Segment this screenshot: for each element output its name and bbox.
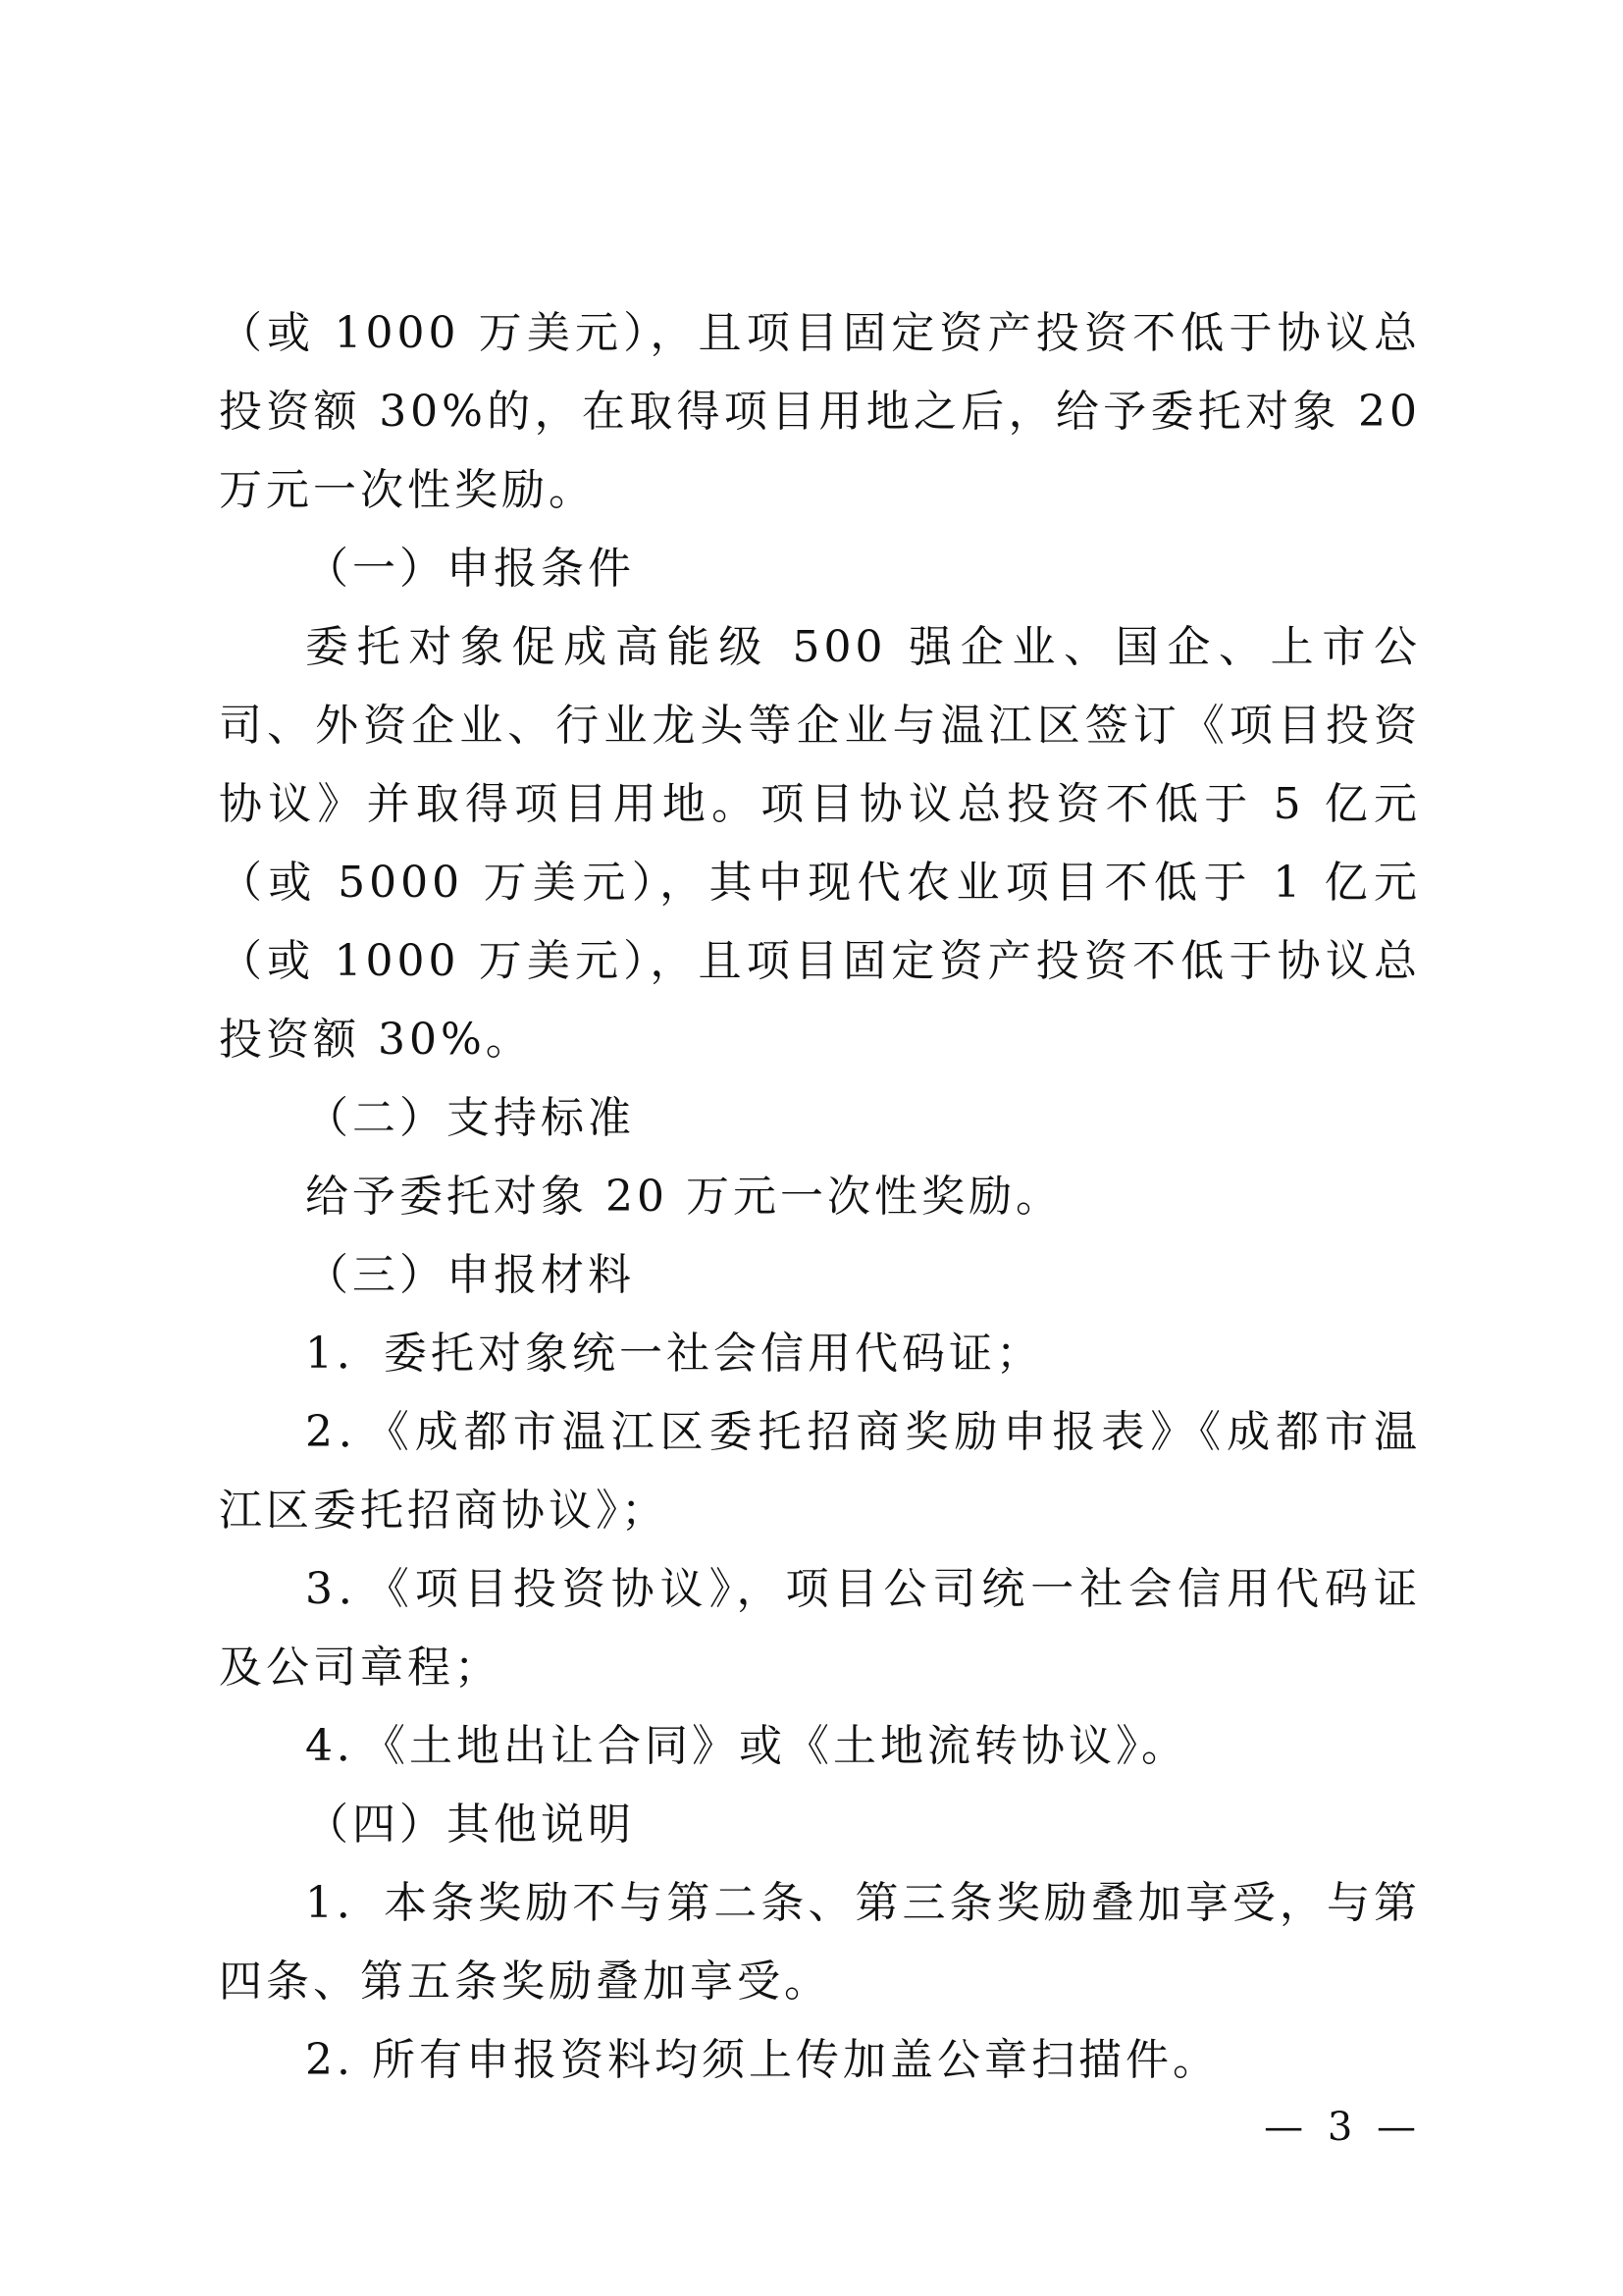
list-item-material-3: 3．《项目投资协议》，项目公司统一社会信用代码证及公司章程；: [219, 1564, 1421, 1693]
document-body: [219, 294, 1421, 2100]
paragraph-continued-award: （或 1000 万美元），且项目固定资产投资不低于协议总投资额 30%的，在取得项目用地之后，给予委托对象 20 万元一次性奖励。: [219, 308, 1421, 515]
heading-application-conditions: （一）申报条件: [305, 544, 635, 594]
list-item-material-1: 1．委托对象统一社会信用代码证；: [305, 1329, 1043, 1379]
list-item-material-4: 4．《土地出让合同》或《土地流转协议》。: [305, 1721, 1188, 1771]
heading-other-notes: （四）其他说明: [305, 1800, 635, 1850]
page-number: — 3 —: [1264, 2105, 1422, 2150]
list-item-note-1: 1．本条奖励不与第二条、第三条奖励叠加享受，与第四条、第五条奖励叠加享受。: [219, 1878, 1421, 2007]
heading-support-standard: （二）支持标准: [305, 1093, 635, 1143]
paragraph-application-conditions: 委托对象促成高能级 500 强企业、国企、上市公司、外资企业、行业龙头等企业与温江区签订《项目投资协议》并取得项目用地。项目协议总投资不低于 5 亿元（或 5000 万美元），其中现代农业项目不低于 1 亿元（或 1000 万美元），且项目固定资产投资不低于协议总投资额 30%。: [219, 622, 1421, 1065]
heading-application-materials: （三）申报材料: [305, 1250, 635, 1300]
list-item-material-2: 2．《成都市温江区委托招商奖励申报表》《成都市温江区委托招商协议》；: [219, 1407, 1421, 1536]
list-item-note-2: 2. 所有申报资料均须上传加盖公章扫描件。: [305, 2035, 1220, 2085]
paragraph-support-standard: 给予委托对象 20 万元一次性奖励。: [305, 1172, 1063, 1222]
